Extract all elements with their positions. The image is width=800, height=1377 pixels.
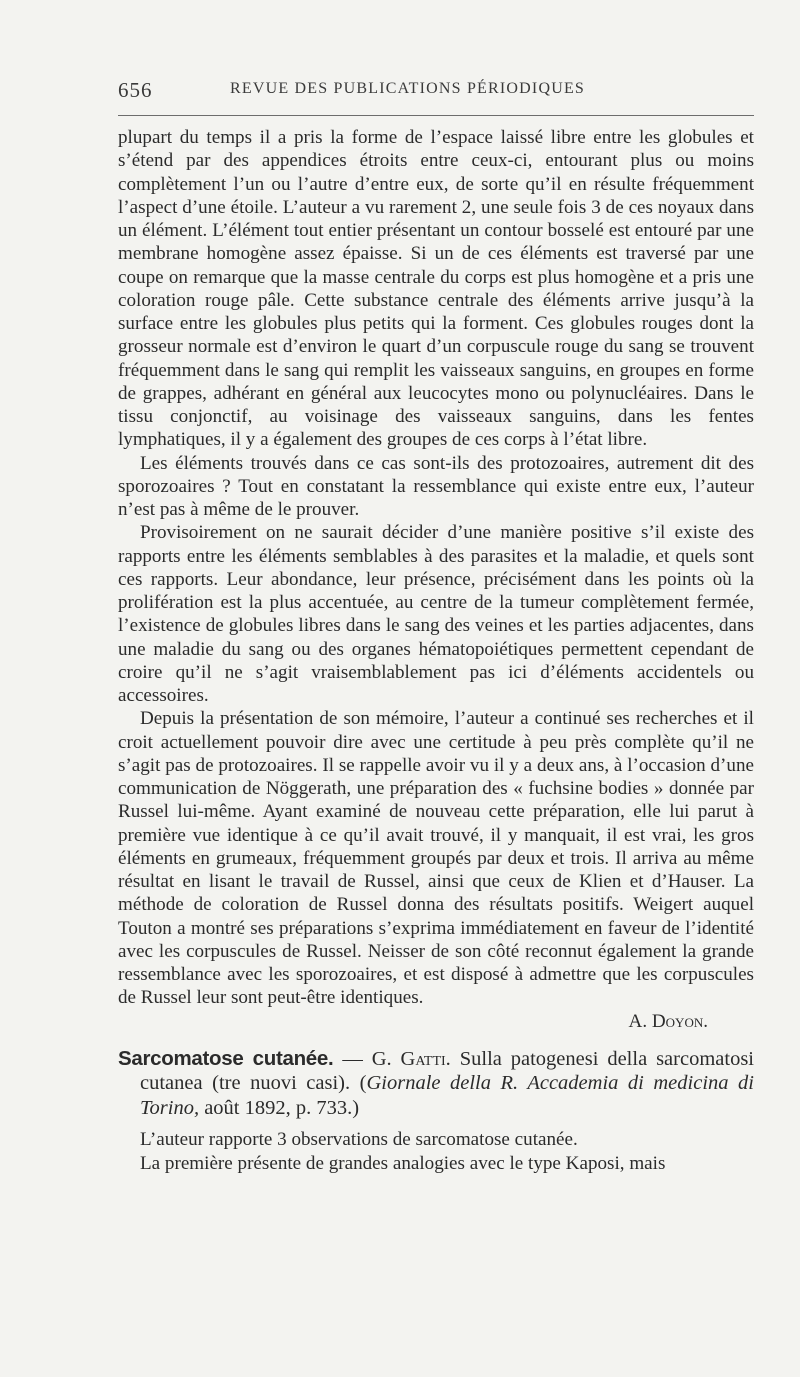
author-signature: A. Doyon. — [628, 1010, 708, 1032]
paragraph: Provisoirement on ne saurait décider d’une manière positive s’il existe des rapports entre les éléments semblables à des parasites et la maladie, et quels sont ces rapports. Leur abondance, leur présence, précisément dans les points où la prolifération est la plus accentuée, au centre de la tumeur complètement fermée, l’existence de globules libres dans le sang des veines et les parties adjacentes, dans une maladie du sang ou des organes hématopoiétiques permettent cependant de croire qu’il ne s’agit vraisemblablement pas ici d’éléments accidentels ou accessoires. — [118, 522, 754, 706]
journal-running-title: REVUE DES PUBLICATIONS PÉRIODIQUES — [230, 80, 586, 97]
reviewed-author: G. Gatti. — [371, 1047, 451, 1070]
journal-name: Giornale della R. Accademia di medicina di Torino, — [140, 1072, 754, 1119]
reference-details: août 1892, p. 733.) — [199, 1096, 360, 1119]
paragraph: Depuis la présentation de son mémoire, l’auteur a continué ses recherches et il croit actuellement pouvoir dire avec une certitude à peu près complète qu’il ne s’agit pas de protozoaires. Il se rappelle avoir vu il y a deux ans, à l’occasion d’une communication de Nöggerath, une préparation des « fuchsine bodies » donnée par Russel lui-même. Ayant examiné de nouveau cette préparation, elle lui parut à première vue identique à ce qu’il avait trouvé, il y manquait, il est vrai, les gros éléments en grumeaux, fréquemment groupés par deux et trois. Il arriva au même résultat en lisant le travail de Russel, ainsi que ceux de Klien et d’Hauser. La méthode de coloration de Russel donna des résultats positifs. Weigert auquel Touton a montré ses préparations s’exprima immédiatement en faveur de l’identité avec les corpuscules de Russel. Neisser de son côté reconnut également la grande ressemblance avec les sporozoaires, et est disposé à admettre que les corpuscules de Russel leur sont peut-être identiques. — [118, 708, 754, 1009]
reference-title: Sulla patogenesi della sarcomatosi cutanea (tre nuovi casi). ( — [140, 1047, 754, 1095]
review-heading — [118, 1047, 754, 1121]
article-body — [118, 126, 754, 1175]
header-rule — [118, 115, 754, 116]
heading-dash: — — [333, 1047, 372, 1070]
running-header — [118, 78, 752, 106]
paragraph-continued: plupart du temps il a pris la forme de l’espace laissé libre entre les globules et s’étend par des appendices étroits entre ceux-ci, entourant plus ou moins complètement l’un ou l’autre d’entre eux, de sorte qu’il en résulte fréquemment l’aspect d’une étoile. L’auteur a vu rarement 2, une seule fois 3 de ces noyaux dans un élément. L’élément tout entier présentant un contour bosselé est entouré par une membrane homogène assez épaisse. Si un de ces éléments est traversé par une coupe on remarque que la masse centrale du corps est plus homogène et a pris une coloration rouge pâle. Cette substance centrale des éléments arrive jusqu’à la surface entre les globules plus petits qui la forment. Ces globules rouges dont la grosseur normale est d’environ le quart d’un corpuscule rouge du sang se trouvent fréquemment dans le sang qui remplit les vaisseaux sanguins, en groupes en forme de grappes, adhérant en général aux leucocytes mono ou polynucléaires. Dans le tissu conjonctif, au voisinage des vaisseaux sanguins, dans les fentes lymphatiques, il y a également des groupes de ces corps à l’état libre. — [118, 127, 754, 451]
paragraph: Les éléments trouvés dans ce cas sont-ils des protozoaires, autrement dit des sporozoaires ? Tout en constatant la ressemblance qui existe entre eux, l’auteur n’est pas à même de le prouver. — [118, 452, 754, 520]
paragraph: L’auteur rapporte 3 observations de sarcomatose cutanée. — [140, 1129, 578, 1151]
page-number: 656 — [118, 78, 153, 102]
paragraph: La première présente de grandes analogies avec le type Kaposi, mais — [140, 1152, 666, 1174]
section-title: Sarcomatose cutanée. — [118, 1046, 334, 1070]
